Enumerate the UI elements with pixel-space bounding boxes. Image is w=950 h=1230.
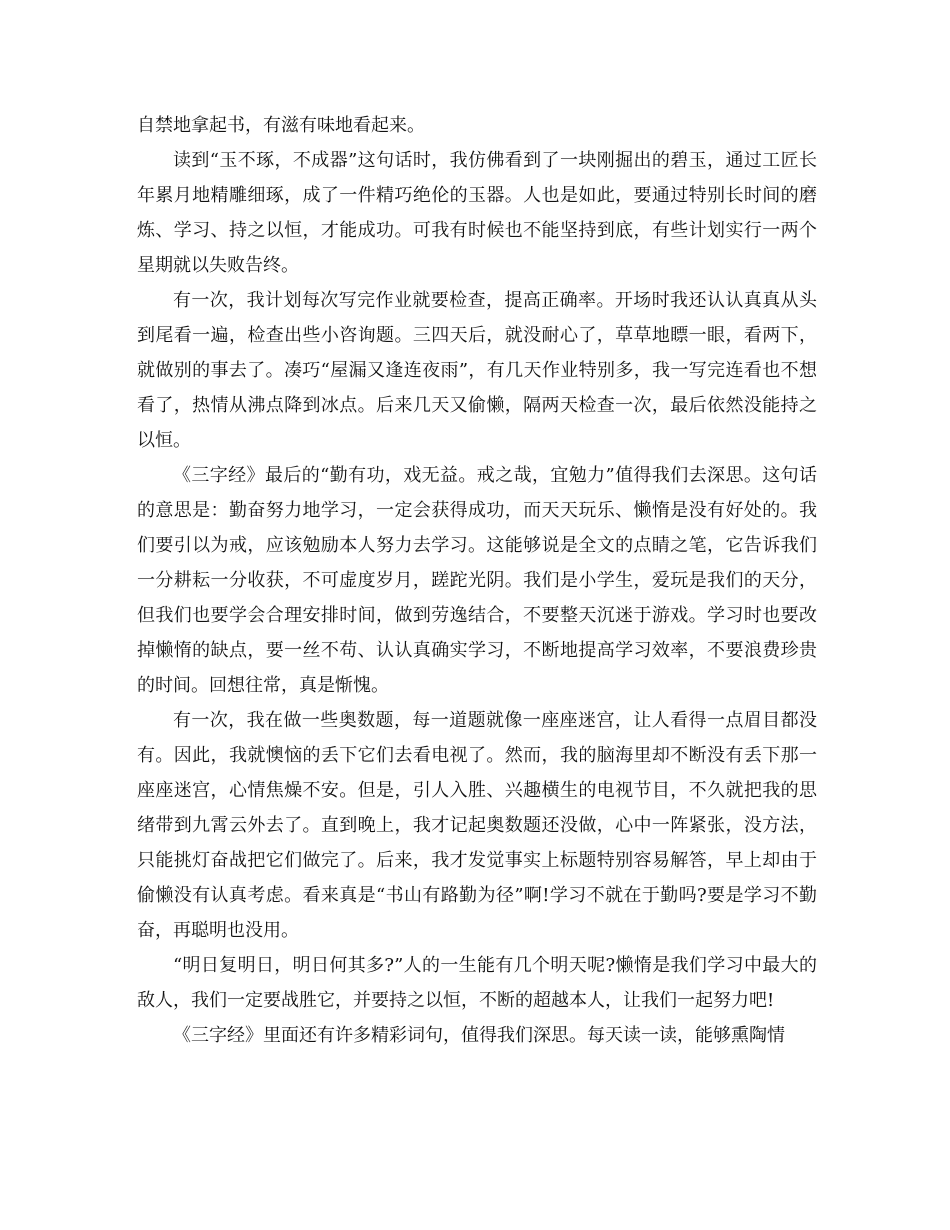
paragraph-5: 有一次，我在做一些奥数题，每一道题就像一座座迷宫，让人看得一点眉目都没有。因此，我就懊恼的丢下它们去看电视了。然而，我的脑海里却不断没有丢下那一座座迷宫，心情焦燥不安。但是，引人入胜、兴趣横生的电视节目，不久就把我的思绪带到九霄云外去了。直到晚上，我才记起奥数题还没做，心中一阵紧张，没方法，只能挑灯奋战把它们做完了。后来，我才发觉事实上标题特别容易解答，早上却由于偷懒没有认真考虑。看来真是“书山有路勤为径”啊!学习不就在于勤吗?要是学习不勤奋，再聪明也没用。	[137, 710, 817, 941]
paragraph-4: 《三字经》最后的“勤有功，戏无益。戒之哉，宜勉力”值得我们去深思。这句话的意思是：勤奋努力地学习，一定会获得成功，而天天玩乐、懒惰是没有好处的。我们要引以为戒，应该勉励本人努力去学习。这能够说是全文的点睛之笔，它告诉我们一分耕耘一分收获，不可虚度岁月，蹉跎光阴。我们是小学生，爱玩是我们的天分，但我们也要学会合理安排时间，做到劳逸结合，不要整天沉迷于游戏。学习时也要改掉懒惰的缺点，要一丝不苟、认认真确实学习，不断地提高学习效率，不要浪费珍贵的时间。回想往常，真是惭愧。	[137, 465, 817, 696]
paragraph-6: “明日复明日，明日何其多?”人的一生能有几个明天呢?懒惰是我们学习中最大的敌人，我们一定要战胜它，并要持之以恒，不断的超越本人，让我们一起努力吧!	[137, 955, 817, 1011]
paragraph-3: 有一次，我计划每次写完作业就要检查，提高正确率。开场时我还认认真真从头到尾看一遍，检查出些小咨询题。三四天后，就没耐心了，草草地瞟一眼，看两下，就做别的事去了。凑巧“屋漏又逢连夜雨”，有几天作业特别多，我一写完连看也不想看了，热情从沸点降到冰点。后来几天又偷懒，隔两天检查一次，最后依然没能持之以恒。	[137, 290, 817, 451]
paragraph-7: 《三字经》里面还有许多精彩词句，值得我们深思。每天读一读，能够熏陶情	[173, 1025, 785, 1046]
paragraph-2: 读到“玉不琢，不成器”这句话时，我仿佛看到了一块刚掘出的碧玉，通过工匠长年累月地精雕细琢，成了一件精巧绝伦的玉器。人也是如此，要通过特别长时间的磨炼、学习、持之以恒，才能成功。可我有时候也不能坚持到底，有些计划实行一两个星期就以失败告终。	[137, 150, 817, 276]
document-body	[137, 108, 817, 1053]
paragraph-1: 自禁地拿起书，有滋有味地看起来。	[137, 115, 425, 136]
